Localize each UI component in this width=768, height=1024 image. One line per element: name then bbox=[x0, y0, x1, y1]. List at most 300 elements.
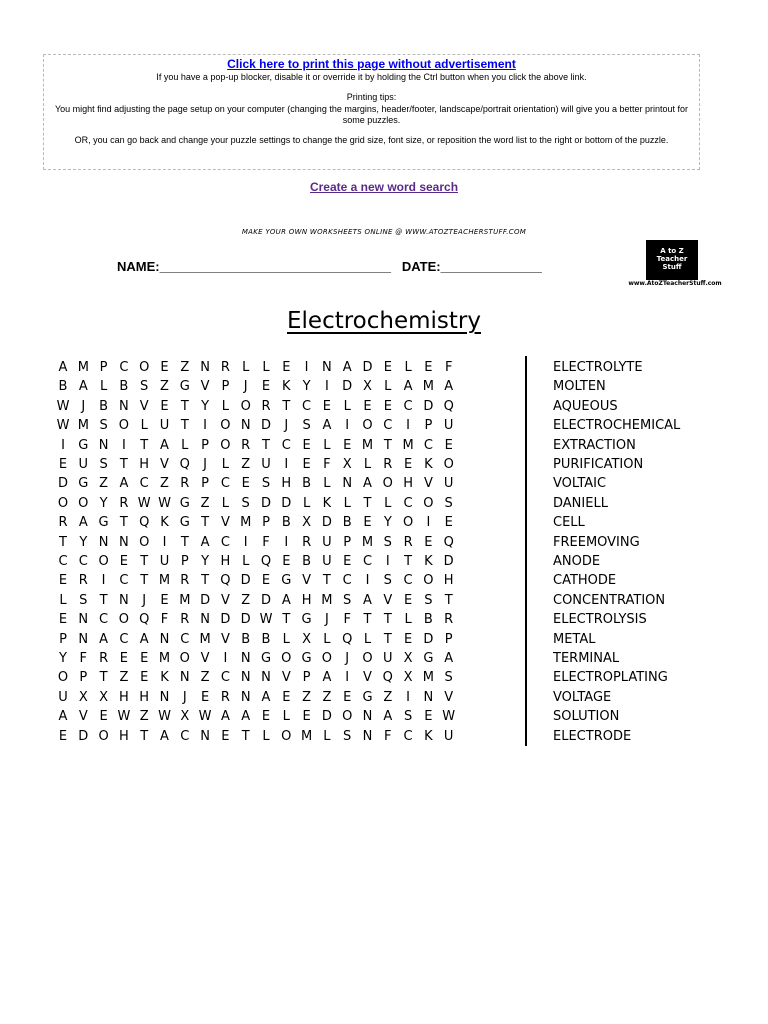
puzzle-title: Electrochemistry bbox=[287, 308, 481, 334]
grid-letter: O bbox=[220, 418, 231, 434]
grid-letter: V bbox=[423, 476, 433, 492]
grid-letter: I bbox=[406, 418, 411, 434]
grid-letter: R bbox=[403, 534, 413, 550]
grid-letter: G bbox=[301, 612, 312, 628]
grid-letter: A bbox=[220, 709, 230, 725]
date-label: DATE: bbox=[401, 259, 441, 274]
name-date-row bbox=[117, 259, 542, 274]
grid-letter: Y bbox=[201, 554, 210, 569]
grid-letter: K bbox=[322, 495, 332, 511]
grid-letter: H bbox=[139, 689, 150, 705]
grid-letter: P bbox=[201, 437, 210, 453]
grid-letter: P bbox=[79, 670, 88, 686]
grid-letter: C bbox=[220, 670, 230, 686]
grid-letter: T bbox=[383, 631, 392, 647]
grid-letter: T bbox=[241, 728, 250, 744]
word-list-item: ELECTROCHEMICAL bbox=[553, 418, 681, 434]
grid-letter: E bbox=[444, 437, 453, 453]
grid-letter: T bbox=[119, 515, 128, 531]
grid-letter: E bbox=[58, 728, 68, 744]
grid-letter: S bbox=[140, 379, 149, 395]
grid-letter: I bbox=[162, 534, 167, 550]
grid-letter: T bbox=[322, 573, 331, 589]
grid-letter: O bbox=[118, 418, 129, 434]
grid-letter: I bbox=[223, 651, 228, 666]
grid-letter: N bbox=[119, 592, 129, 608]
grid-letter: E bbox=[119, 554, 128, 569]
grid-letter: E bbox=[444, 515, 453, 531]
grid-letter: D bbox=[260, 495, 271, 511]
grid-letter: D bbox=[220, 612, 231, 628]
grid-letter: E bbox=[302, 709, 311, 725]
grid-letter: G bbox=[78, 476, 89, 492]
word-list-item: DANIELL bbox=[553, 495, 608, 511]
grid-letter: W bbox=[56, 418, 70, 434]
grid-letter: E bbox=[160, 398, 169, 414]
grid-letter: I bbox=[406, 689, 411, 705]
grid-letter: S bbox=[261, 476, 271, 492]
grid-letter: L bbox=[404, 612, 412, 628]
word-list-item: ELECTROPLATING bbox=[553, 670, 668, 686]
grid-letter: G bbox=[179, 379, 190, 395]
grid-letter: C bbox=[119, 631, 129, 647]
grid-letter: W bbox=[158, 495, 171, 511]
grid-letter: C bbox=[180, 631, 190, 647]
grid-letter: Y bbox=[302, 379, 311, 395]
grid-letter: L bbox=[221, 398, 230, 414]
word-list-item: METAL bbox=[553, 631, 596, 647]
grid-letter: V bbox=[281, 670, 291, 686]
word-list-item: CELL bbox=[553, 515, 585, 531]
grid-letter: N bbox=[200, 360, 210, 375]
grid-letter: F bbox=[160, 612, 169, 628]
grid-letter: L bbox=[140, 418, 148, 434]
grid-letter: A bbox=[444, 379, 454, 395]
grid-letter: C bbox=[302, 398, 312, 414]
grid-letter: S bbox=[383, 534, 392, 550]
grid-letter: U bbox=[443, 418, 454, 434]
grid-letter: S bbox=[99, 418, 108, 434]
grid-letter: Z bbox=[302, 689, 312, 705]
grid-letter: T bbox=[363, 612, 372, 628]
grid-letter: A bbox=[281, 592, 291, 608]
grid-letter: A bbox=[58, 360, 68, 375]
grid-letter: S bbox=[383, 573, 392, 589]
grid-letter: C bbox=[139, 476, 149, 492]
grid-letter: K bbox=[160, 670, 169, 686]
grid-letter: Q bbox=[179, 457, 190, 472]
grid-letter: L bbox=[282, 709, 290, 725]
grid-letter: S bbox=[403, 709, 413, 725]
grid-letter: G bbox=[260, 651, 272, 666]
grid-letter: O bbox=[382, 476, 393, 492]
grid-letter: I bbox=[345, 418, 350, 434]
grid-letter: D bbox=[78, 728, 89, 744]
word-list-item: AQUEOUS bbox=[553, 398, 618, 414]
grid-letter: D bbox=[423, 398, 434, 414]
grid-letter: L bbox=[323, 476, 331, 492]
grid-letter: L bbox=[384, 495, 392, 511]
grid-letter: E bbox=[403, 457, 413, 472]
grid-letter: N bbox=[159, 689, 170, 705]
grid-letter: V bbox=[160, 457, 169, 472]
grid-letter: Q bbox=[443, 398, 454, 414]
word-list-item: ELECTRODE bbox=[553, 728, 632, 744]
grid-letter: E bbox=[200, 689, 210, 705]
grid-letter: E bbox=[119, 651, 128, 666]
grid-letter: A bbox=[160, 728, 169, 744]
grid-letter: I bbox=[304, 360, 309, 375]
grid-letter: J bbox=[243, 379, 248, 395]
grid-letter: K bbox=[282, 379, 291, 395]
grid-letter: B bbox=[423, 612, 433, 628]
grid-letter: H bbox=[443, 573, 454, 589]
grid-letter: A bbox=[261, 689, 271, 705]
grid-letter: Z bbox=[99, 476, 109, 492]
grid-letter: L bbox=[323, 437, 331, 453]
grid-letter: A bbox=[363, 476, 372, 492]
grid-letter: N bbox=[78, 612, 89, 628]
grid-letter: N bbox=[200, 728, 210, 744]
grid-letter: Q bbox=[260, 554, 272, 569]
grid-letter: O bbox=[423, 573, 434, 589]
grid-letter: L bbox=[262, 728, 270, 744]
grid-letter: A bbox=[139, 631, 149, 647]
grid-letter: B bbox=[302, 476, 312, 492]
grid-letter: T bbox=[140, 437, 149, 453]
grid-letter: C bbox=[281, 437, 291, 453]
grid-letter: W bbox=[56, 398, 70, 414]
word-list-item: VOLTAIC bbox=[553, 476, 607, 492]
grid-letter: C bbox=[403, 495, 413, 511]
grid-letter: R bbox=[58, 515, 68, 531]
grid-letter: O bbox=[179, 651, 190, 666]
grid-letter: Z bbox=[160, 476, 169, 492]
grid-letter: M bbox=[321, 592, 333, 608]
printing-tip-1: You might find adjusting the page setup on your computer (changing the margins, header/footer, landscape/portrait orientation) will give you a better printout for some puzzles. bbox=[54, 104, 689, 125]
word-list-item: PURIFICATION bbox=[553, 457, 644, 472]
grid-letter: C bbox=[383, 418, 393, 434]
logo-url: www.AtoZTeacherStuff.com bbox=[628, 280, 722, 287]
atoz-logo bbox=[646, 240, 698, 280]
grid-letter: R bbox=[180, 476, 190, 492]
grid-letter: C bbox=[99, 612, 109, 628]
grid-letter: T bbox=[404, 554, 413, 569]
grid-letter: A bbox=[241, 709, 251, 725]
grid-letter: N bbox=[159, 631, 170, 647]
grid-letter: C bbox=[119, 360, 129, 375]
grid-letter: D bbox=[200, 592, 211, 608]
grid-letter: A bbox=[403, 379, 413, 395]
grid-letter: Z bbox=[119, 670, 129, 686]
grid-letter: E bbox=[58, 573, 68, 589]
grid-letter: E bbox=[160, 592, 169, 608]
grid-letter: E bbox=[58, 457, 68, 472]
grid-letter: T bbox=[282, 398, 291, 414]
grid-letter: F bbox=[79, 651, 88, 666]
grid-letter: E bbox=[403, 592, 413, 608]
print-without-ad-link[interactable]: Click here to print this page without advertisement bbox=[227, 57, 516, 71]
grid-letter: I bbox=[203, 418, 208, 434]
grid-letter: H bbox=[119, 689, 129, 705]
grid-letter: W bbox=[259, 612, 273, 628]
word-list-item: ELECTROLYTE bbox=[553, 360, 643, 375]
grid-letter: T bbox=[383, 612, 392, 628]
grid-letter: L bbox=[242, 360, 250, 375]
grid-letter: U bbox=[159, 418, 170, 434]
grid-letter: Z bbox=[322, 689, 332, 705]
grid-letter: Y bbox=[383, 515, 392, 531]
grid-letter: K bbox=[424, 457, 433, 472]
grid-letter: E bbox=[261, 573, 271, 589]
grid-letter: W bbox=[117, 709, 131, 725]
grid-letter: S bbox=[343, 728, 352, 744]
grid-letter: V bbox=[200, 651, 210, 666]
grid-letter: A bbox=[119, 476, 129, 492]
grid-letter: N bbox=[240, 418, 251, 434]
grid-letter: Y bbox=[99, 495, 108, 511]
grid-letter: B bbox=[302, 554, 312, 569]
grid-letter: A bbox=[160, 437, 169, 453]
create-new-word-search-link[interactable]: Create a new word search bbox=[309, 180, 459, 194]
grid-letter: E bbox=[383, 360, 392, 375]
grid-letter: V bbox=[78, 709, 88, 725]
grid-letter: I bbox=[284, 534, 289, 550]
grid-letter: N bbox=[261, 670, 271, 686]
grid-letter: E bbox=[282, 554, 291, 569]
grid-letter: M bbox=[422, 670, 434, 686]
grid-letter: J bbox=[203, 457, 208, 472]
grid-letter: I bbox=[61, 437, 65, 453]
grid-letter: E bbox=[343, 554, 352, 569]
grid-letter: J bbox=[324, 612, 329, 628]
name-label: NAME: bbox=[117, 259, 160, 274]
grid-letter: T bbox=[282, 612, 291, 628]
grid-letter: L bbox=[363, 631, 372, 647]
grid-letter: G bbox=[362, 689, 373, 705]
grid-letter: R bbox=[241, 437, 251, 453]
grid-letter: P bbox=[444, 631, 453, 647]
grid-letter: N bbox=[240, 670, 251, 686]
grid-letter: N bbox=[342, 476, 353, 492]
grid-letter: T bbox=[119, 457, 128, 472]
grid-letter: N bbox=[362, 709, 373, 725]
grid-letter: M bbox=[158, 573, 171, 589]
grid-letter: Z bbox=[180, 360, 190, 375]
grid-letter: G bbox=[179, 515, 190, 531]
name-line: ________________________________ bbox=[159, 259, 391, 274]
grid-letter: S bbox=[99, 457, 108, 472]
grid-letter: E bbox=[99, 709, 108, 725]
grid-letter: N bbox=[78, 631, 89, 647]
grid-letter: P bbox=[59, 631, 67, 647]
grid-letter: U bbox=[261, 457, 271, 472]
grid-letter: E bbox=[302, 457, 311, 472]
grid-letter: D bbox=[260, 418, 271, 434]
grid-letter: A bbox=[342, 360, 352, 375]
grid-letter: D bbox=[443, 554, 454, 569]
grid-letter: Y bbox=[59, 651, 67, 666]
grid-letter: H bbox=[301, 592, 312, 608]
grid-letter: L bbox=[384, 379, 392, 395]
grid-letter: A bbox=[322, 418, 332, 434]
grid-letter: A bbox=[99, 631, 109, 647]
grid-letter: L bbox=[343, 495, 351, 511]
grid-letter: N bbox=[119, 534, 129, 550]
grid-letter: I bbox=[385, 554, 390, 569]
popup-note: If you have a pop-up blocker, disable it or override it by holding the Ctrl button when you click the above link. bbox=[156, 72, 587, 82]
grid-letter: Q bbox=[382, 670, 393, 686]
grid-letter: T bbox=[444, 592, 453, 608]
grid-letter: Z bbox=[241, 457, 251, 472]
grid-letter: R bbox=[78, 573, 88, 589]
grid-letter: F bbox=[384, 728, 392, 744]
grid-letter: O bbox=[281, 651, 292, 666]
grid-letter: S bbox=[302, 418, 311, 434]
grid-letter: F bbox=[343, 612, 351, 628]
grid-letter: C bbox=[58, 554, 68, 569]
grid-letter: A bbox=[78, 379, 88, 395]
grid-letter: M bbox=[179, 592, 191, 608]
grid-letter: T bbox=[99, 670, 108, 686]
grid-letter: U bbox=[322, 534, 332, 550]
grid-letter: L bbox=[363, 457, 372, 472]
grid-letter: Z bbox=[383, 689, 393, 705]
grid-letter: N bbox=[240, 689, 251, 705]
grid-letter: I bbox=[365, 573, 370, 589]
printing-tips-heading: Printing tips: bbox=[346, 92, 397, 102]
grid-letter: R bbox=[180, 573, 190, 589]
grid-letter: K bbox=[424, 554, 433, 569]
grid-letter: V bbox=[220, 515, 230, 531]
grid-letter: E bbox=[282, 689, 291, 705]
grid-letter: X bbox=[99, 689, 109, 705]
grid-letter: S bbox=[444, 495, 453, 511]
grid-letter: B bbox=[99, 398, 109, 414]
grid-letter: D bbox=[362, 360, 373, 375]
grid-letter: X bbox=[403, 670, 413, 686]
grid-letter: T bbox=[99, 592, 108, 608]
grid-letter: N bbox=[200, 612, 210, 628]
grid-letter: I bbox=[426, 515, 431, 531]
grid-letter: I bbox=[345, 670, 350, 686]
grid-letter: N bbox=[98, 534, 109, 550]
grid-letter: E bbox=[58, 612, 68, 628]
grid-letter: K bbox=[160, 515, 169, 531]
grid-letter: M bbox=[361, 437, 374, 453]
grid-letter: R bbox=[302, 534, 312, 550]
grid-letter: A bbox=[383, 709, 393, 725]
grid-letter: E bbox=[221, 728, 230, 744]
grid-letter: D bbox=[240, 573, 251, 589]
grid-letter: C bbox=[119, 573, 129, 589]
grid-letter: S bbox=[424, 592, 433, 608]
grid-letter: M bbox=[422, 379, 434, 395]
grid-letter: T bbox=[383, 437, 392, 453]
grid-letter: R bbox=[220, 689, 230, 705]
grid-letter: B bbox=[58, 379, 68, 395]
grid-letter: E bbox=[302, 437, 311, 453]
grid-letter: X bbox=[302, 631, 312, 647]
grid-letter: O bbox=[139, 360, 150, 375]
grid-letter: L bbox=[343, 398, 351, 414]
grid-letter: X bbox=[342, 457, 352, 472]
grid-letter: O bbox=[362, 418, 373, 434]
grid-letter: J bbox=[284, 418, 289, 434]
logo-line-2: Teacher bbox=[656, 255, 688, 263]
grid-letter: L bbox=[323, 728, 331, 744]
grid-letter: M bbox=[77, 360, 89, 375]
grid-letter: O bbox=[57, 495, 69, 511]
grid-letter: A bbox=[363, 592, 372, 608]
grid-letter: Q bbox=[443, 534, 454, 550]
grid-letter: R bbox=[99, 651, 109, 666]
grid-letter: O bbox=[362, 651, 373, 666]
grid-letter: R bbox=[261, 398, 271, 414]
word-list-item: TERMINAL bbox=[553, 651, 620, 666]
printing-tip-2: OR, you can go back and change your puzzle settings to change the grid size, font size, or reposition the word list to the right or bottom of the puzzle. bbox=[74, 135, 669, 145]
grid-letter: P bbox=[180, 554, 189, 569]
grid-letter: G bbox=[179, 495, 190, 511]
grid-letter: X bbox=[302, 515, 312, 531]
grid-letter: M bbox=[361, 534, 374, 550]
grid-letter: Z bbox=[139, 709, 149, 725]
grid-letter: N bbox=[240, 651, 251, 666]
grid-letter: T bbox=[59, 534, 67, 550]
grid-letter: P bbox=[302, 670, 311, 686]
grid-letter: O bbox=[57, 670, 69, 686]
grid-letter: F bbox=[262, 534, 270, 550]
grid-letter: V bbox=[220, 631, 230, 647]
grid-letter: U bbox=[383, 651, 393, 666]
grid-letter: B bbox=[342, 515, 352, 531]
word-list-item: VOLTAGE bbox=[553, 689, 612, 705]
grid-letter: R bbox=[119, 495, 129, 511]
grid-letter: S bbox=[241, 495, 250, 511]
grid-letter: J bbox=[182, 689, 187, 705]
grid-letter: I bbox=[101, 573, 106, 589]
word-list-item: EXTRACTION bbox=[553, 437, 636, 453]
grid-letter: E bbox=[140, 670, 149, 686]
grid-divider bbox=[525, 356, 527, 746]
grid-letter: E bbox=[241, 476, 250, 492]
grid-letter: X bbox=[363, 379, 372, 395]
grid-letter: O bbox=[423, 495, 434, 511]
grid-letter: P bbox=[221, 379, 230, 395]
grid-letter: M bbox=[300, 728, 313, 744]
grid-letter: M bbox=[199, 631, 211, 647]
grid-letter: V bbox=[220, 592, 230, 608]
grid-letter: O bbox=[443, 457, 454, 472]
grid-letter: C bbox=[403, 728, 413, 744]
grid-letter: U bbox=[159, 554, 170, 569]
grid-letter: Z bbox=[160, 379, 169, 395]
grid-letter: N bbox=[119, 398, 129, 414]
grid-letter: G bbox=[301, 651, 312, 666]
grid-letter: H bbox=[119, 728, 129, 744]
grid-letter: J bbox=[142, 592, 147, 608]
grid-letter: D bbox=[342, 379, 353, 395]
grid-letter: E bbox=[343, 689, 352, 705]
make-your-own-banner: MAKE YOUR OWN WORKSHEETS ONLINE @ WWW.ATOZTEACHERSTUFF.COM bbox=[241, 228, 527, 236]
grid-letter: O bbox=[321, 651, 332, 666]
grid-letter: T bbox=[201, 573, 210, 589]
grid-letter: Z bbox=[200, 670, 210, 686]
grid-letter: N bbox=[362, 728, 373, 744]
grid-letter: G bbox=[78, 437, 89, 453]
grid-letter: O bbox=[402, 515, 414, 531]
grid-letter: O bbox=[240, 398, 251, 414]
